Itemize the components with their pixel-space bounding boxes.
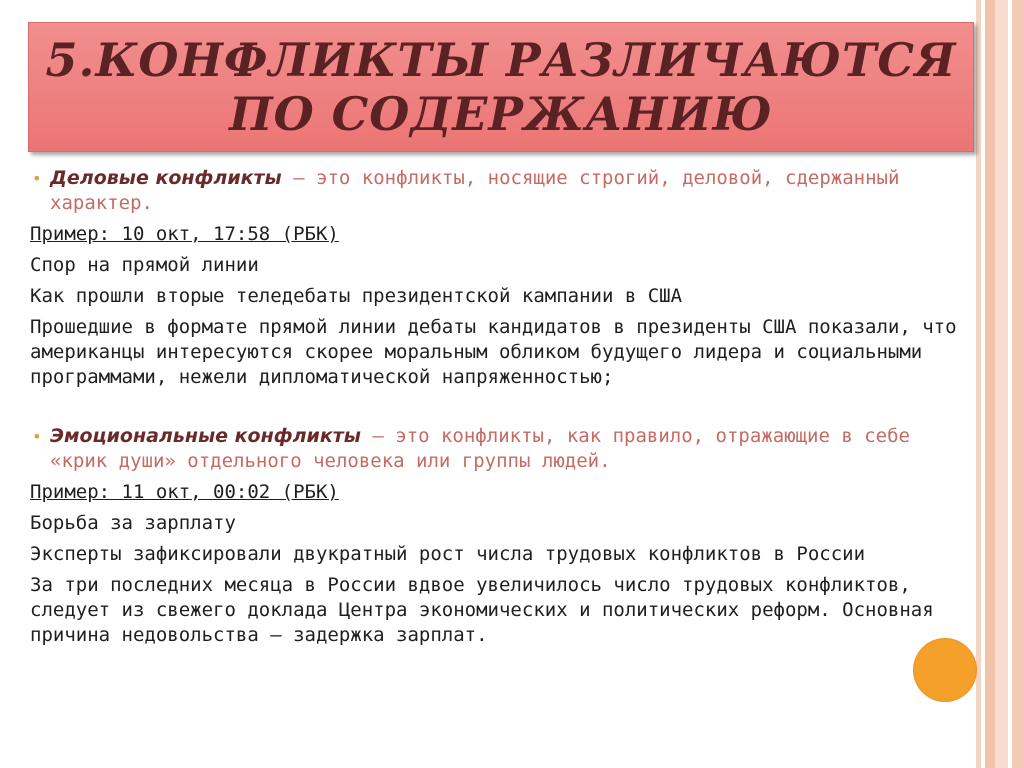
definition-emotional-conflicts: – это конфликты, как правило, отражающие в себе «крик души» отдельного человека или группы людей. [50, 425, 910, 472]
slide-title-line-1: 5.КОНФЛИКТЫ РАЗЛИЧАЮТСЯ [45, 33, 957, 87]
bullet-marker-icon: • [32, 427, 42, 446]
decorative-side-stripes [972, 0, 1024, 768]
bullet-emotional-conflicts [30, 424, 970, 474]
news-body-1: Прошедшие в формате прямой линии дебаты кандидатов в президенты США показали, что американцы интересуются скорее моральным обликом будущего лидера и социальными программами, нежели дипломатической напряженностью; [30, 316, 957, 388]
slide-title-line-2: ПО СОДЕРЖАНИЮ [229, 87, 773, 141]
example-source-2: Пример: 11 окт, 00:02 (РБК) [30, 481, 339, 503]
orange-circle-decoration [914, 639, 976, 701]
bullet-marker-icon: • [32, 169, 42, 188]
news-subheadline-1: Как прошли вторые теледебаты президентской кампании в США [30, 285, 683, 307]
news-headline-2: Борьба за зарплату [30, 512, 236, 534]
definition-business-conflicts: – это конфликты, носящие строгий, деловой, сдержанный характер. [50, 167, 900, 214]
term-business-conflicts: Деловые конфликты [50, 167, 282, 189]
news-headline-1: Спор на прямой линии [30, 254, 259, 276]
title-banner [28, 22, 974, 152]
section-spacer [30, 396, 970, 424]
news-subheadline-2: Эксперты зафиксировали двукратный рост числа трудовых конфликтов в России [30, 543, 866, 565]
slide-content [30, 166, 970, 654]
term-emotional-conflicts: Эмоциональные конфликты [50, 425, 361, 447]
example-source-1: Пример: 10 окт, 17:58 (РБК) [30, 223, 339, 245]
news-body-2: За три последних месяца в России вдвое увеличилось число трудовых конфликтов, следует из свежего доклада Центра экономических и политических реформ. Основная причина недовольства — задержка зарплат. [30, 574, 934, 646]
bullet-business-conflicts [30, 166, 970, 216]
